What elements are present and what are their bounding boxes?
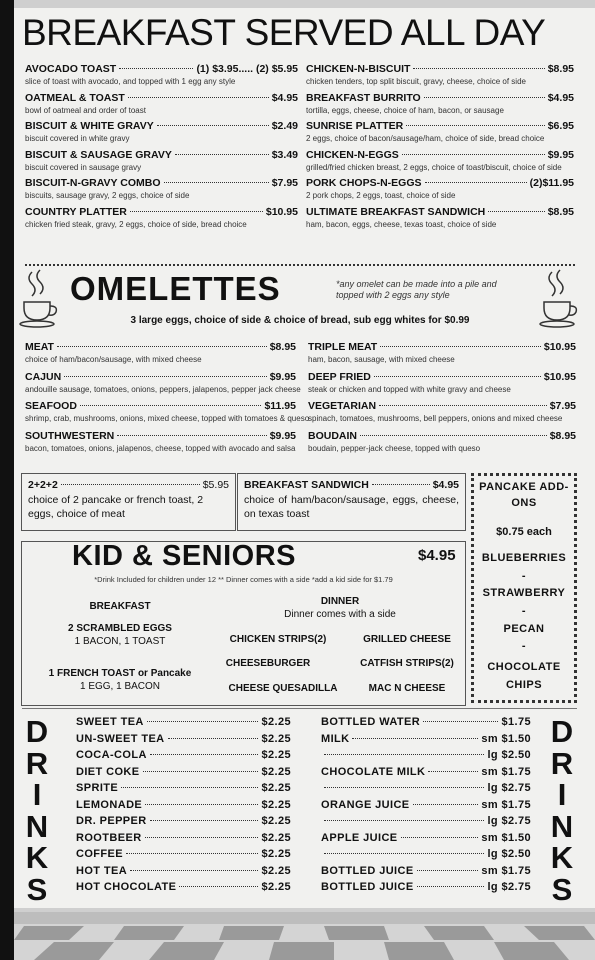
dotted-leader bbox=[423, 721, 498, 722]
omelette-item-desc: steak or chicken and topped with white gravy and cheese bbox=[308, 384, 511, 394]
drink-price: $2.25 bbox=[261, 881, 291, 893]
drink-price: $2.25 bbox=[261, 782, 291, 794]
dotted-leader bbox=[413, 68, 544, 69]
drink-name: BOTTLED JUICE bbox=[321, 881, 414, 893]
breakfast-item-name: BISCUIT & SAUSAGE GRAVY bbox=[25, 148, 172, 161]
dotted-leader bbox=[428, 771, 478, 772]
breakfast-item-row bbox=[306, 177, 574, 189]
breakfast-item-name: COUNTRY PLATTER bbox=[25, 205, 127, 218]
drink-price: lg $2.50 bbox=[487, 749, 531, 761]
kids-b2-sub: 1 EGG, 1 BACON bbox=[79, 681, 161, 692]
omelette-item bbox=[25, 370, 301, 401]
breakfast-item-desc: biscuits, sausage gravy, 2 eggs, choice of side bbox=[25, 191, 190, 200]
dotted-leader bbox=[324, 820, 484, 821]
drinks-right-column bbox=[321, 716, 531, 898]
drink-name: LEMONADE bbox=[76, 798, 143, 811]
omelette-item-row bbox=[25, 371, 296, 383]
breakfast-item-row bbox=[25, 63, 298, 75]
kids-note: *Drink Included for children under 12 ** Dinner comes with a side *add a kid side for $1.79 bbox=[94, 575, 393, 584]
omelette-item-price: $10.95 bbox=[543, 370, 576, 383]
drink-item bbox=[76, 733, 291, 750]
breakfast-item-name: BISCUIT-N-GRAVY COMBO bbox=[25, 177, 161, 189]
breakfast-item-name: OATMEAL & TOAST bbox=[25, 91, 125, 104]
breakfast-item bbox=[25, 177, 298, 206]
drink-item bbox=[321, 815, 531, 832]
pancake-separator: - bbox=[521, 605, 527, 617]
omelette-item-row bbox=[25, 400, 296, 412]
omelette-item-desc: andouille sausage, tomatoes, onions, peppers, jalapenos, pepper jack cheese bbox=[25, 384, 301, 394]
drink-item bbox=[76, 782, 291, 799]
dotted-leader bbox=[374, 376, 541, 377]
dotted-leader bbox=[402, 154, 545, 155]
drink-item bbox=[321, 799, 531, 816]
dotted-leader bbox=[417, 886, 485, 887]
omelette-item-name: MEAT bbox=[25, 341, 54, 353]
breakfast-item bbox=[306, 177, 574, 206]
drink-name: SPRITE bbox=[76, 782, 119, 794]
drink-price: $2.25 bbox=[261, 798, 291, 811]
breakfast-item bbox=[306, 206, 574, 235]
breakfast-item-row bbox=[306, 92, 574, 104]
omelette-item-price: $9.95 bbox=[269, 429, 296, 442]
dotted-leader bbox=[413, 804, 479, 805]
omelette-item bbox=[308, 400, 576, 430]
omelette-item-desc: ham, bacon, sausage, with mixed cheese bbox=[308, 355, 455, 364]
dotted-leader bbox=[119, 68, 193, 69]
drink-item bbox=[76, 716, 291, 733]
drink-item bbox=[321, 716, 531, 733]
breakfast-item-name: CHICKEN-N-EGGS bbox=[306, 148, 399, 161]
drink-item bbox=[321, 865, 531, 882]
drink-price: sm $1.75 bbox=[481, 765, 531, 778]
breakfast-item-desc: tortilla, eggs, cheese, choice of ham, bacon, or sausage bbox=[306, 105, 504, 115]
breakfast-sandwich-price: $4.95 bbox=[432, 479, 459, 491]
breakfast-item-price: $6.95 bbox=[547, 120, 574, 132]
drink-price: $2.25 bbox=[261, 765, 291, 778]
kids-b1-sub: 1 BACON, 1 TOAST bbox=[74, 636, 166, 647]
omelettes-right-column bbox=[308, 341, 576, 459]
drink-name: DIET COKE bbox=[76, 765, 140, 778]
breakfast-item-price: $8.95 bbox=[547, 63, 574, 75]
dotted-leader bbox=[143, 771, 259, 772]
dotted-leader bbox=[157, 125, 269, 126]
breakfast-item-price: $4.95 bbox=[547, 91, 574, 104]
breakfast-item-name: BREAKFAST BURRITO bbox=[306, 91, 421, 104]
breakfast-item-desc: chicken fried steak, gravy, 2 eggs, choice of side, bread choice bbox=[25, 219, 247, 229]
omelettes-subtitle: 3 large eggs, choice of side & choice of bread, sub egg whites for $0.99 bbox=[130, 315, 470, 326]
breakfast-item-row bbox=[306, 206, 574, 218]
omelette-item bbox=[308, 371, 576, 401]
dotted-leader bbox=[175, 154, 269, 155]
breakfast-item-row bbox=[25, 149, 298, 161]
dotted-leader bbox=[352, 738, 478, 739]
omelette-item bbox=[308, 341, 576, 371]
breakfast-item-row bbox=[25, 120, 298, 132]
omelette-item-row bbox=[308, 371, 576, 383]
dotted-leader bbox=[130, 870, 258, 871]
breakfast-item-row bbox=[25, 177, 298, 189]
checkered-floor-decoration bbox=[14, 912, 595, 960]
omelette-item-row bbox=[308, 400, 576, 412]
drink-item bbox=[321, 848, 531, 865]
breakfast-sandwich-name: BREAKFAST SANDWICH bbox=[244, 479, 369, 491]
breakfast-sandwich-box bbox=[237, 473, 466, 531]
kids-dinner-sub: Dinner comes with a side bbox=[284, 609, 396, 620]
breakfast-item-desc: slice of toast with avocado, and topped with 1 egg any style bbox=[25, 77, 236, 86]
drink-item bbox=[76, 799, 291, 816]
omelette-item bbox=[25, 430, 296, 460]
breakfast-item-desc: grilled/fried chicken breast, 2 eggs, choice of toast/biscuit, choice of side bbox=[306, 162, 562, 172]
omelette-item-name: DEEP FRIED bbox=[308, 370, 371, 383]
omelette-item-price: $7.95 bbox=[549, 400, 576, 412]
dotted-leader bbox=[425, 182, 527, 183]
dotted-leader bbox=[117, 435, 266, 436]
dotted-leader bbox=[150, 820, 259, 821]
drink-item bbox=[321, 881, 531, 898]
kids-b2-title: 1 FRENCH TOAST or Pancake bbox=[48, 668, 192, 679]
breakfast-item bbox=[306, 63, 574, 92]
breakfast-item bbox=[25, 92, 298, 121]
drink-price: $2.25 bbox=[261, 815, 291, 827]
drink-price: sm $1.75 bbox=[481, 798, 531, 811]
omelette-item-desc: bacon, tomatoes, onions, jalapenos, cheese, topped with avocado and salsa bbox=[25, 443, 296, 453]
drink-item bbox=[76, 865, 291, 882]
drinks-divider bbox=[22, 708, 577, 709]
dotted-leader bbox=[126, 853, 258, 854]
breakfast-item-price: (1) $3.95..... (2) $5.95 bbox=[196, 63, 298, 75]
breakfast-item-row bbox=[25, 92, 298, 104]
breakfast-item bbox=[25, 63, 298, 92]
dotted-leader bbox=[401, 837, 479, 838]
breakfast-item-price: $7.95 bbox=[271, 177, 298, 189]
dotted-leader bbox=[424, 97, 545, 98]
drink-price: $2.25 bbox=[261, 749, 291, 761]
dotted-leader bbox=[488, 211, 544, 212]
combo-222-box bbox=[21, 473, 236, 531]
breakfast-heading bbox=[22, 12, 592, 54]
omelette-item-name: SEAFOOD bbox=[25, 400, 77, 412]
breakfast-item-desc: bowl of oatmeal and order of toast bbox=[25, 105, 146, 115]
breakfast-item-name: CHICKEN-N-BISCUIT bbox=[306, 63, 411, 75]
drink-name: MILK bbox=[321, 732, 350, 745]
omelette-item-row bbox=[25, 430, 296, 442]
omelettes-title: OMELETTES bbox=[70, 270, 281, 307]
breakfast-item-price: $8.95 bbox=[547, 205, 574, 218]
drink-price: sm $1.50 bbox=[481, 831, 531, 844]
breakfast-item bbox=[25, 120, 298, 149]
breakfast-item-desc: ham, bacon, eggs, cheese, texas toast, choice of side bbox=[306, 219, 497, 229]
drink-name: COFFEE bbox=[76, 848, 124, 860]
combo-222-price: $5.95 bbox=[202, 479, 229, 491]
dotted-leader bbox=[57, 346, 267, 347]
breakfast-item-row bbox=[306, 63, 574, 75]
kids-dinner-item: CHEESE QUESADILLA bbox=[228, 683, 338, 694]
kids-dinner-item: CATFISH STRIPS(2) bbox=[360, 658, 454, 669]
dotted-leader bbox=[179, 886, 258, 887]
drink-name: DR. PEPPER bbox=[76, 815, 147, 827]
pancake-item: BLUEBERRIES bbox=[481, 552, 567, 564]
omelette-item bbox=[25, 341, 296, 371]
combo-222-desc: choice of 2 pancake or french toast, 2 eggs, choice of meat bbox=[28, 494, 204, 520]
drink-price: sm $1.50 bbox=[481, 732, 531, 745]
pancake-item: CHOCOLATE CHIPS bbox=[487, 661, 561, 691]
dotted-leader bbox=[379, 405, 547, 406]
drink-name: BOTTLED JUICE bbox=[321, 864, 414, 877]
kids-dinner-label: DINNER bbox=[320, 596, 360, 607]
breakfast-item bbox=[306, 120, 574, 149]
omelette-item-price: $8.95 bbox=[269, 341, 296, 353]
omelette-item bbox=[25, 400, 310, 430]
drink-item bbox=[76, 848, 291, 865]
omelette-item-desc: shrimp, crab, mushrooms, onions, mixed cheese, topped with tomatoes & queso bbox=[25, 414, 310, 423]
omelette-item-row bbox=[25, 341, 296, 353]
pancake-price: $0.75 each bbox=[496, 526, 552, 538]
breakfast-item-row bbox=[306, 149, 574, 161]
breakfast-item-row bbox=[25, 206, 298, 218]
drink-price: $2.25 bbox=[261, 732, 291, 745]
drink-item bbox=[76, 749, 291, 766]
drink-name: ORANGE JUICE bbox=[321, 798, 410, 811]
kids-breakfast-label: BREAKFAST bbox=[89, 601, 151, 612]
drink-name: CHOCOLATE MILK bbox=[321, 765, 426, 778]
breakfast-item-desc: 2 eggs, choice of bacon/sausage/ham, choice of side, bread choice bbox=[306, 134, 545, 143]
drink-name: HOT CHOCOLATE bbox=[76, 881, 177, 893]
drink-item bbox=[76, 881, 291, 898]
dotted-leader bbox=[145, 804, 258, 805]
breakfast-item bbox=[25, 206, 298, 235]
breakfast-item-name: ULTIMATE BREAKFAST SANDWICH bbox=[306, 205, 486, 218]
drink-name: BOTTLED WATER bbox=[321, 716, 421, 728]
pancake-item: PECAN bbox=[503, 623, 545, 635]
dotted-leader bbox=[417, 870, 479, 871]
drink-price: $2.25 bbox=[261, 848, 291, 860]
kids-title: KID & SENIORS bbox=[72, 540, 297, 572]
drink-name: ROOTBEER bbox=[76, 831, 142, 844]
dotted-leader bbox=[80, 405, 262, 406]
left-black-edge bbox=[0, 0, 14, 960]
dotted-leader bbox=[164, 182, 269, 183]
drink-name: UN-SWEET TEA bbox=[76, 732, 165, 745]
drink-price: $1.75 bbox=[501, 716, 531, 728]
breakfast-item bbox=[25, 149, 298, 178]
breakfast-item-row bbox=[306, 120, 574, 132]
omelette-item bbox=[308, 430, 576, 460]
breakfast-item-desc: biscuit covered in white gravy bbox=[25, 134, 130, 143]
drink-name: COCA-COLA bbox=[76, 749, 147, 761]
breakfast-item-price: (2)$11.95 bbox=[529, 177, 574, 189]
breakfast-item-price: $4.95 bbox=[271, 91, 298, 104]
dotted-leader bbox=[64, 376, 267, 377]
drink-item bbox=[321, 832, 531, 849]
drink-price: lg $2.75 bbox=[487, 815, 531, 827]
drink-price: sm $1.75 bbox=[481, 864, 531, 877]
drink-price: $2.25 bbox=[261, 716, 291, 728]
drink-item bbox=[321, 749, 531, 766]
breakfast-item-desc: 2 pork chops, 2 eggs, toast, choice of side bbox=[306, 191, 456, 200]
drinks-vertical-right: DRINKS bbox=[550, 714, 574, 907]
breakfast-item bbox=[306, 92, 574, 121]
kids-b1-title: 2 SCRAMBLED EGGS bbox=[68, 623, 172, 634]
dotted-leader bbox=[121, 787, 258, 788]
omelette-item-row bbox=[308, 430, 576, 442]
breakfast-item-price: $2.49 bbox=[271, 120, 298, 132]
omelettes-note: *any omelet can be made into a pile and topped with 2 eggs any style bbox=[336, 279, 497, 300]
omelette-item-name: VEGETARIAN bbox=[308, 400, 377, 412]
dotted-leader bbox=[380, 346, 541, 347]
dotted-leader bbox=[324, 853, 484, 854]
drink-price: $2.25 bbox=[261, 831, 291, 844]
omelette-item-desc: spinach, tomatoes, mushrooms, bell peppers, onions and mixed cheese bbox=[308, 414, 563, 423]
drink-name: HOT TEA bbox=[76, 864, 128, 877]
kids-dinner-item: MAC N CHEESE bbox=[368, 683, 446, 694]
kids-dinner-item: GRILLED CHEESE bbox=[363, 634, 451, 645]
omelette-item-price: $11.95 bbox=[264, 400, 296, 412]
breakfast-title: BREAKFAST SERVED ALL DAY bbox=[22, 12, 546, 53]
drink-item bbox=[321, 782, 531, 799]
kids-price: $4.95 bbox=[418, 547, 456, 564]
drinks-left-column bbox=[76, 716, 291, 898]
omelette-item-price: $10.95 bbox=[543, 341, 576, 353]
omelette-item-name: BOUDAIN bbox=[308, 429, 357, 442]
breakfast-right-column bbox=[306, 63, 574, 234]
omelette-item-row bbox=[308, 341, 576, 353]
dotted-leader bbox=[168, 738, 259, 739]
drink-item bbox=[321, 733, 531, 750]
kids-dinner-item: CHEESEBURGER bbox=[225, 658, 311, 669]
breakfast-item-desc: biscuit covered in sausage gravy bbox=[25, 162, 142, 172]
omelette-item-name: SOUTHWESTERN bbox=[25, 429, 115, 442]
omelette-item-name: CAJUN bbox=[25, 370, 62, 383]
dotted-leader bbox=[145, 837, 259, 838]
pancake-title: PANCAKE ADD-ONS bbox=[479, 481, 569, 509]
pancake-item: STRAWBERRY bbox=[482, 587, 566, 599]
drink-item bbox=[76, 832, 291, 849]
dotted-leader bbox=[150, 754, 259, 755]
breakfast-item-name: SUNRISE PLATTER bbox=[306, 120, 404, 132]
omelette-item-price: $9.95 bbox=[269, 370, 296, 383]
breakfast-left-column bbox=[25, 63, 298, 234]
dotted-leader bbox=[324, 787, 484, 788]
drink-name: SWEET TEA bbox=[76, 716, 144, 728]
breakfast-item bbox=[306, 149, 574, 178]
drink-price: $2.25 bbox=[261, 864, 291, 877]
breakfast-item-price: $9.95 bbox=[547, 148, 574, 161]
dotted-leader bbox=[147, 721, 259, 722]
drink-price: lg $2.75 bbox=[487, 881, 531, 893]
breakfast-sandwich-desc: choice of ham/bacon/sausage, eggs, cheese, on texas toast bbox=[244, 494, 459, 520]
pancake-separator: - bbox=[521, 570, 527, 582]
omelette-item-desc: boudain, pepper-jack cheese, topped with queso bbox=[308, 443, 481, 453]
breakfast-item-price: $3.49 bbox=[271, 148, 298, 161]
omelette-item-price: $8.95 bbox=[549, 429, 576, 442]
breakfast-item-price: $10.95 bbox=[265, 205, 298, 218]
breakfast-item-name: BISCUIT & WHITE GRAVY bbox=[25, 120, 154, 132]
omelette-divider bbox=[25, 264, 575, 266]
drink-item bbox=[76, 815, 291, 832]
dotted-leader bbox=[128, 97, 269, 98]
breakfast-item-name: PORK CHOPS-N-EGGS bbox=[306, 177, 422, 189]
drink-item bbox=[321, 766, 531, 783]
pancake-separator: - bbox=[521, 640, 527, 652]
dotted-leader bbox=[130, 211, 263, 212]
drink-name: APPLE JUICE bbox=[321, 831, 398, 844]
drink-item bbox=[76, 766, 291, 783]
omelette-item-name: TRIPLE MEAT bbox=[308, 341, 378, 353]
breakfast-item-desc: chicken tenders, top split biscuit, gravy, cheese, choice of side bbox=[306, 77, 526, 86]
kids-dinner-item: CHICKEN STRIPS(2) bbox=[229, 634, 327, 645]
drink-price: lg $2.75 bbox=[487, 782, 531, 794]
dotted-leader bbox=[324, 754, 484, 755]
breakfast-item-name: AVOCADO TOAST bbox=[25, 63, 117, 75]
omelettes-left-column bbox=[25, 341, 310, 459]
drink-price: lg $2.50 bbox=[487, 848, 531, 860]
dotted-leader bbox=[406, 125, 544, 126]
drinks-vertical-left: DRINKS bbox=[25, 714, 49, 907]
combo-222-name: 2+2+2 bbox=[28, 479, 58, 491]
dotted-leader bbox=[360, 435, 547, 436]
omelette-item-desc: choice of ham/bacon/sausage, with mixed cheese bbox=[25, 355, 202, 364]
